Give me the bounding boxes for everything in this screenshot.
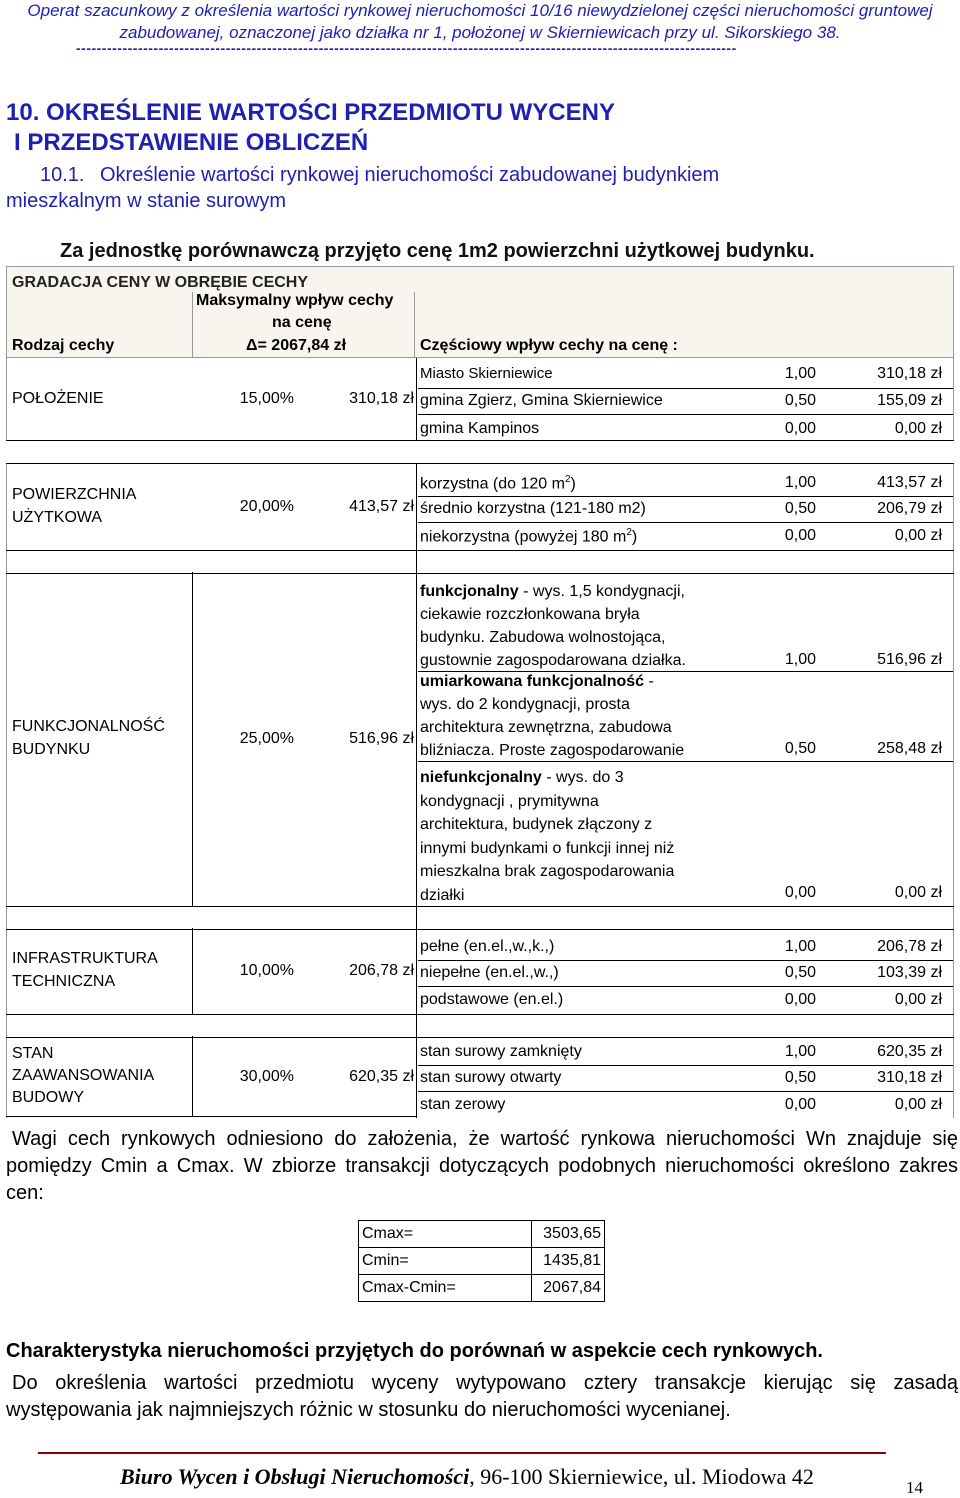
option-value: 0,00 zł <box>894 527 942 544</box>
option-label: pełne (en.el.,w.,k.,) <box>420 938 555 955</box>
option-label: średnio korzystna (121-180 m2) <box>420 500 646 517</box>
option-label: niekorzystna (powyżej 180 $m^2$) <box>420 527 638 546</box>
running-header-line2: zabudowanej, oznaczonej jako działka nr 1, położonej w Skierniewicach przy ul. Sikorskiego 38. <box>119 23 841 42</box>
col-max-header-2: na cenę <box>272 314 332 331</box>
option-value: 0,00 zł <box>894 1096 942 1113</box>
range-value: 3503,65 <box>532 1221 605 1248</box>
group-function-name-2: BUDYNKU <box>12 741 91 758</box>
option-value: 155,09 zł <box>877 392 942 409</box>
range-value: 2067,84 <box>532 1275 605 1302</box>
option-coef: 1,00 <box>784 474 816 491</box>
group-function-percent: 25,00% <box>239 730 294 747</box>
group-area-name-2: UŻYTKOWA <box>12 509 103 526</box>
option-coef: 1,00 <box>784 651 816 668</box>
group-stage-percent: 30,00% <box>239 1068 294 1085</box>
col-partial-header: Częściowy wpływ cechy na cenę : <box>420 337 678 354</box>
option-label: stan zerowy <box>420 1096 506 1113</box>
option-label: stan surowy zamknięty <box>420 1043 582 1060</box>
range-label: Cmin= <box>359 1248 532 1275</box>
page-number: 14 <box>906 1478 923 1497</box>
option-value: 0,00 zł <box>894 420 942 437</box>
option-value: 103,39 zł <box>877 964 942 981</box>
section-title-line2: I PRZEDSTAWIENIE OBLICZEŃ <box>14 129 369 156</box>
subsection-title: Określenie wartości rynkowej nieruchomości zabudowanej budynkiem <box>100 164 720 186</box>
range-label: Cmax= <box>359 1221 532 1248</box>
option-value: 516,96 zł <box>877 651 942 668</box>
option-coef: 0,50 <box>784 740 816 757</box>
option-coef: 0,50 <box>784 1069 816 1086</box>
option-value: 0,00 zł <box>894 884 942 901</box>
group-area-amount: 413,57 zł <box>349 498 414 515</box>
option-value: 0,00 zł <box>894 991 942 1008</box>
option-coef: 0,50 <box>784 500 816 517</box>
option-coef: 0,50 <box>784 964 816 981</box>
option-value: 620,35 zł <box>877 1043 942 1060</box>
option-label: Miasto Skierniewice <box>420 365 553 382</box>
option-value: 206,78 zł <box>877 938 942 955</box>
option-coef: 1,00 <box>784 1043 816 1060</box>
option-coef: 0,00 <box>784 884 816 901</box>
table-row <box>359 1248 605 1275</box>
footer-rule <box>38 1452 886 1454</box>
group-function-amount: 516,96 zł <box>349 730 414 747</box>
option-value: 258,48 zł <box>877 740 942 757</box>
group-infra-name-1: INFRASTRUKTURA <box>12 950 158 967</box>
footer-company: Biuro Wycen i Obsługi Nieruchomości, 96-100 Skierniewice, ul. Miodowa 42 <box>120 1464 814 1489</box>
running-header-line1: Operat szacunkowy z określenia wartości rynkowej nieruchomości 10/16 niewydzielonej części nieruchomości gruntowej <box>27 1 933 20</box>
subsection-number: 10.1. <box>40 164 85 186</box>
comparison-heading: Charakterystyka nieruchomości przyjętych do porównań w aspekcie cech rynkowych. <box>6 1340 823 1362</box>
group-location-percent: 15,00% <box>239 390 294 407</box>
table-row <box>359 1275 605 1302</box>
option-value: 310,18 zł <box>877 365 942 382</box>
group-infra-name-2: TECHNICZNA <box>12 973 116 990</box>
option-label: niefunkcjonalny - wys. do 3 kondygnacji , prymitywna architektura, budynek złączony z innymi budynkami o funkcji innej niż mieszkalna brak zagospodarowania działki <box>420 769 675 904</box>
group-location-name: POŁOŻENIE <box>12 390 104 407</box>
option-coef: 0,00 <box>784 1096 816 1113</box>
range-value: 1435,81 <box>532 1248 605 1275</box>
col-max-header-1: Maksymalny wpływ cechy <box>196 292 394 309</box>
price-range-table <box>358 1220 605 1302</box>
selection-paragraph: Do określenia wartości przedmiotu wyceny wytypowano cztery transakcje kierując się zasadą występowania jak najmniejszych różnic w stosunku do nieruchomości wycenianej. <box>6 1372 958 1421</box>
option-value: 413,57 zł <box>877 474 942 491</box>
table-row <box>359 1221 605 1248</box>
group-infra-amount: 206,78 zł <box>349 962 414 979</box>
option-label: funkcjonalny - wys. 1,5 kondygnacji, ciekawie rozczłonkowana bryła budynku. Zabudowa wolnostojąca, gustownie zagospodarowana działka. <box>420 583 686 669</box>
weights-paragraph: Wagi cech rynkowych odniesiono do założenia, że wartość rynkowa nieruchomości Wn znajduje się pomiędzy Cmin a Cmax. W zbiorze transakcji dotyczących podobnych nieruchomości określono zakres cen: <box>6 1128 958 1204</box>
option-label: podstawowe (en.el.) <box>420 991 564 1008</box>
unit-note: Za jednostkę porównawczą przyjęto cenę 1m2 powierzchni użytkowej budynku. <box>60 240 815 262</box>
group-stage-name-3: BUDOWY <box>12 1089 84 1106</box>
table-title: GRADACJA CENY W OBRĘBIE CECHY <box>12 274 309 291</box>
group-function-name-1: FUNKCJONALNOŚĆ <box>12 718 165 735</box>
option-label: gmina Kampinos <box>420 420 540 437</box>
option-coef: 0,00 <box>784 420 816 437</box>
option-label: niepełne (en.el.,w.,) <box>420 964 559 981</box>
option-coef: 1,00 <box>784 938 816 955</box>
option-label: korzystna (do 120 $m^2$) <box>420 474 576 493</box>
option-value: 206,79 zł <box>877 500 942 517</box>
option-coef: 0,00 <box>784 527 816 544</box>
col-feature-header: Rodzaj cechy <box>12 337 115 354</box>
group-area-name-1: POWIERZCHNIA <box>12 486 137 503</box>
option-coef: 1,00 <box>784 365 816 382</box>
section-title-line1: 10. OKREŚLENIE WARTOŚCI PRZEDMIOTU WYCENY <box>6 99 615 126</box>
group-area-percent: 20,00% <box>239 498 294 515</box>
group-stage-name-1: STAN <box>12 1045 54 1062</box>
col-max-header-3: Δ= 2067,84 zł <box>246 337 347 354</box>
option-label: gmina Zgierz, Gmina Skierniewice <box>420 392 663 409</box>
header-divider: -------------------------------------------------------------------------------------------------------------------------------- <box>76 40 737 56</box>
group-infra-percent: 10,00% <box>239 962 294 979</box>
option-coef: 0,50 <box>784 392 816 409</box>
option-value: 310,18 zł <box>877 1069 942 1086</box>
option-label: umiarkowana funkcjonalność - wys. do 2 kondygnacji, prosta architektura zewnętrzna, zabudowa bliźniacza. Proste zagospodarowanie <box>420 673 685 759</box>
group-location-amount: 310,18 zł <box>349 390 414 407</box>
subsection-title-cont: mieszkalnym w stanie surowym <box>6 190 287 212</box>
option-label: stan surowy otwarty <box>420 1069 562 1086</box>
option-coef: 0,00 <box>784 991 816 1008</box>
range-label: Cmax-Cmin= <box>359 1275 532 1302</box>
group-stage-amount: 620,35 zł <box>349 1068 414 1085</box>
group-stage-name-2: ZAAWANSOWANIA <box>12 1067 155 1084</box>
